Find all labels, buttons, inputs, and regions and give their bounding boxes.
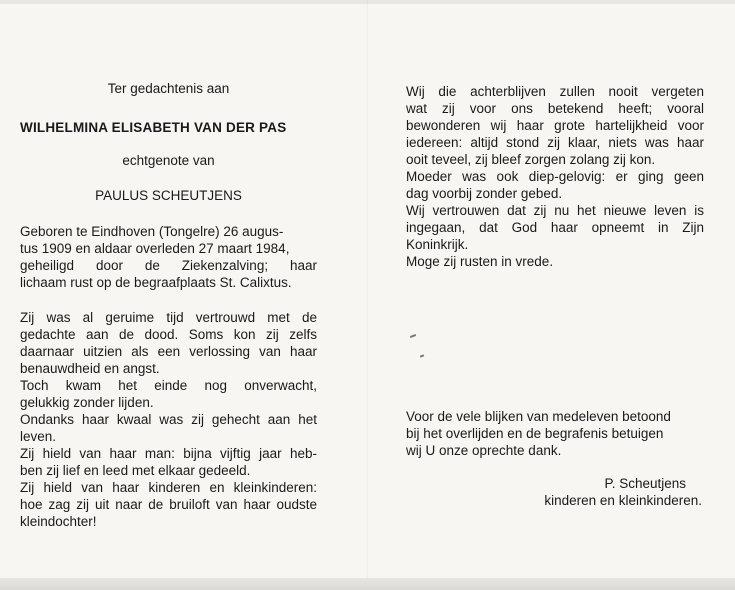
remembrance-paragraph: [406, 83, 704, 270]
bio-line: Geboren te Eindhoven (Tongelre) 26 augus-: [20, 224, 284, 239]
right-panel: [406, 83, 704, 270]
story-line: kleindochter!: [20, 514, 97, 529]
story-line: gedachte aan de dood. Soms kon zij zelfs: [20, 327, 317, 342]
spouse-label: echtgenote van: [122, 153, 215, 168]
deceased-name: WILHELMINA ELISABETH VAN DER PAS: [20, 120, 287, 135]
thanks-line: Voor de vele blijken van medeleven betoond: [406, 409, 671, 424]
remembrance-line: ingegaan, dat God haar opneemt in Zijn: [406, 220, 704, 235]
story-line: gelukkig zonder lijden.: [20, 395, 154, 410]
remembrance-line: Wij die achterblijven zullen nooit vergeten: [406, 84, 704, 99]
story-line: Zij hield van haar kinderen en kleinkinderen:: [20, 480, 317, 495]
card-bottom-edge: [0, 578, 735, 590]
remembrance-line: Moge zij rusten in vrede.: [406, 254, 554, 269]
signature-block: [406, 475, 702, 509]
story-line: Toch kwam het einde nog onverwacht,: [20, 378, 317, 393]
signature-name: P. Scheutjens: [604, 476, 686, 491]
story-line: Zij was al geruime tijd vertrouwd met de: [20, 310, 317, 325]
story-paragraph: [20, 309, 317, 530]
bio-line: lichaam rust op de begraafplaats St. Calixtus.: [20, 275, 292, 290]
bio-line: geheiligd door de Ziekenzalving; haar: [20, 258, 317, 273]
story-line: Zij hield van haar man: bijna vijftig jaar heb-: [20, 446, 317, 461]
spouse-name: PAULUS SCHEUTJENS: [95, 188, 242, 203]
remembrance-line: Moeder was ook diep-gelovig: er ging geen: [406, 169, 704, 184]
remembrance-line: dag voorbij zonder gebed.: [406, 186, 563, 201]
bio-paragraph: [20, 223, 317, 291]
card-fold: [367, 0, 368, 590]
remembrance-line: bewonderen wij haar grote hartelijkheid voor: [406, 118, 704, 133]
left-panel: [20, 80, 317, 530]
story-line: hoe zag zij uit naar de bruiloft van haar oudste: [20, 497, 317, 512]
thanks-line: bij het overlijden en de begrafenis betuigen: [406, 426, 664, 441]
bio-line: tus 1909 en aldaar overleden 27 maart 1984,: [20, 241, 290, 256]
thanks-line: wij U onze oprechte dank.: [406, 443, 562, 458]
remembrance-line: wat zij voor ons betekend heeft; vooral: [406, 101, 704, 116]
story-line: benauwdheid en angst.: [20, 361, 160, 376]
signature-family: kinderen en kleinkinderen.: [544, 493, 702, 508]
remembrance-line: iedereen: altijd stond zij klaar, niets was haar: [406, 135, 704, 150]
story-line: Ondanks haar kwaal was zij gehecht aan het: [20, 412, 317, 427]
story-line: leven.: [20, 429, 57, 444]
story-line: daarnaar uitzien als een verlossing van haar: [20, 344, 317, 359]
story-line: ben zij lief en leed met elkaar gedeeld.: [20, 463, 251, 478]
remembrance-line: ooit teveel, zij bleef zorgen zolang zij kon.: [406, 152, 656, 167]
remembrance-line: Koninkrijk.: [406, 237, 469, 252]
intro-text: Ter gedachtenis aan: [107, 81, 230, 96]
remembrance-line: Wij vertrouwen dat zij nu het nieuwe leven is: [406, 203, 704, 218]
thanks-paragraph: [406, 408, 704, 459]
